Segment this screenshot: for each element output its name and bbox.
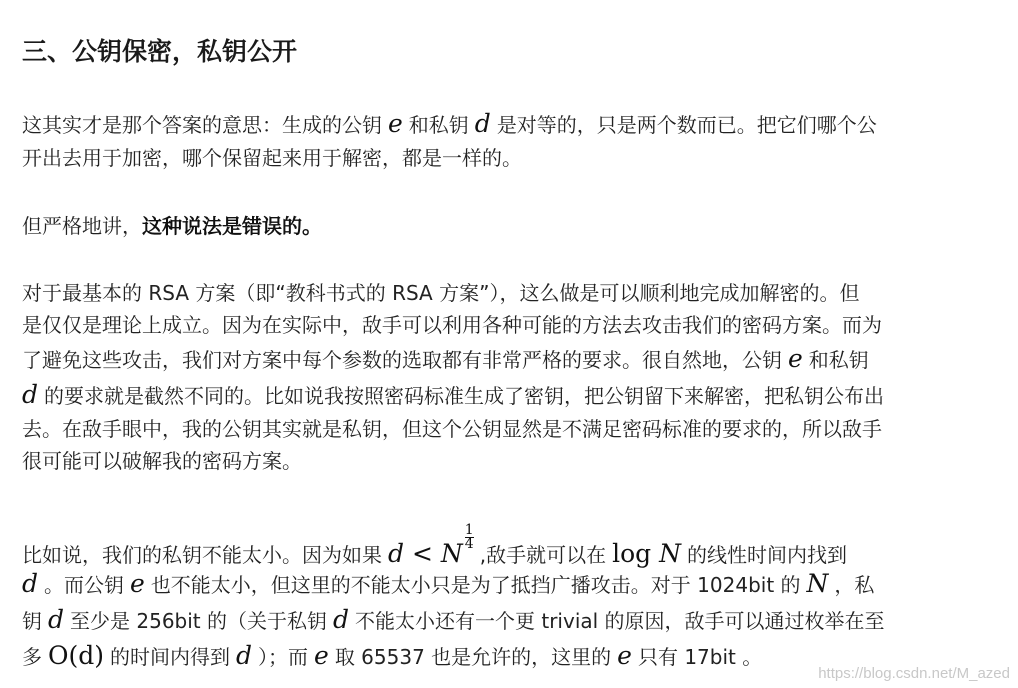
paragraph-3-line-6: 很可能可以破解我的密码方案。 [22,449,302,473]
fraction-denominator: 4 [464,536,474,552]
text-span: 的要求就是截然不同的。比如说我按照密码标准生成了密钥，把公钥留下来解密，把私钥公布出 [44,384,885,408]
text-span: 不能太小还有一个更 trivial 的原因，敌手可以通过枚举在至 [355,609,885,633]
text-span: 至少是 256bit 的（关于私钥 [70,609,327,633]
math-N: N [806,569,829,598]
paragraph-1 [22,106,1000,174]
bold-statement: 这种说法是错误的。 [142,214,322,238]
paragraph-3-line-2: 是仅仅是理论上成立。因为在实际中，敌手可以利用各种可能的方法去攻击我们的密码方案。而为 [22,313,882,337]
text-span: 和私钥 [408,113,469,137]
section-heading: 三、公钥保密，私钥公开 [22,37,298,66]
text-span: 多 [22,645,42,669]
paragraph-4 [22,524,1000,674]
paragraph-1-line-1 [22,106,1000,142]
text-span: ,敌手就可以在 [479,543,607,567]
text-span: ）；而 [258,645,309,669]
paragraph-4-line-1 [22,524,1000,566]
math-e: e [130,569,145,598]
text-span: 但严格地讲， [22,214,142,238]
math-log: log [612,539,652,568]
text-span: 的时间内得到 [110,645,231,669]
paragraph-2 [22,210,1000,242]
text-span: 也不能太小，但这里的不能太小只是为了抵挡广播攻击。对于 1024bit 的 [150,573,801,597]
text-span: 比如说，我们的私钥不能太小。因为如果 [22,543,382,567]
text-span: ，私 [834,573,875,597]
math-e: e [617,641,632,670]
paragraph-3-line-3 [22,341,1000,377]
text-span: 钥 [22,609,42,633]
math-d: d [474,109,491,138]
paragraph-3-line-4 [22,377,1000,413]
paragraph-2-line [22,210,1000,242]
math-d: d [22,569,39,598]
math-fraction [465,524,474,551]
math-d: d [333,605,350,634]
text-span: 这其实才是那个答案的意思：生成的公钥 [22,113,382,137]
paragraph-3 [22,277,1000,477]
math-e: e [788,344,803,373]
text-span: 了避免这些攻击，我们对方案中每个参数的选取都有非常严格的要求。很自然地，公钥 [22,348,782,372]
math-big-o-d: O(d) [48,641,105,670]
text-span: 的线性时间内找到 [686,543,847,567]
paragraph-3-line-5: 去。在敌手眼中，我的公钥其实就是私钥，但这个公钥显然是不满足密码标准的要求的，所以敌手 [22,417,882,441]
math-N: N [659,539,681,568]
paragraph-1-line-2: 开出去用于加密，哪个保留起来用于解密，都是一样的。 [22,146,522,170]
math-inequality [382,522,480,568]
math-e: e [314,641,329,670]
math-d: d [48,605,65,634]
blog-watermark: https://blog.csdn.net/M_azed [818,665,1010,682]
fraction-numerator: 1 [464,522,474,538]
paragraph-4-line-3 [22,602,1000,638]
math-log-n [606,539,687,568]
math-d-less-than-N: d < N [388,539,463,568]
text-span: 和私钥 [808,348,869,372]
text-span: 只有 17bit 。 [637,645,763,669]
math-d: d [22,380,39,409]
text-span: 。而公钥 [44,573,125,597]
text-span: 取 65537 也是允许的，这里的 [334,645,612,669]
text-span: 是对等的，只是两个数而已。把它们哪个公 [496,113,877,137]
paragraph-3-line-1: 对于最基本的 RSA 方案（即“教科书式的 RSA 方案”），这么做是可以顺利地完成加解密的。但 [22,281,860,305]
math-d: d [236,641,253,670]
math-e: e [388,109,403,138]
paragraph-4-line-2 [22,566,1000,602]
